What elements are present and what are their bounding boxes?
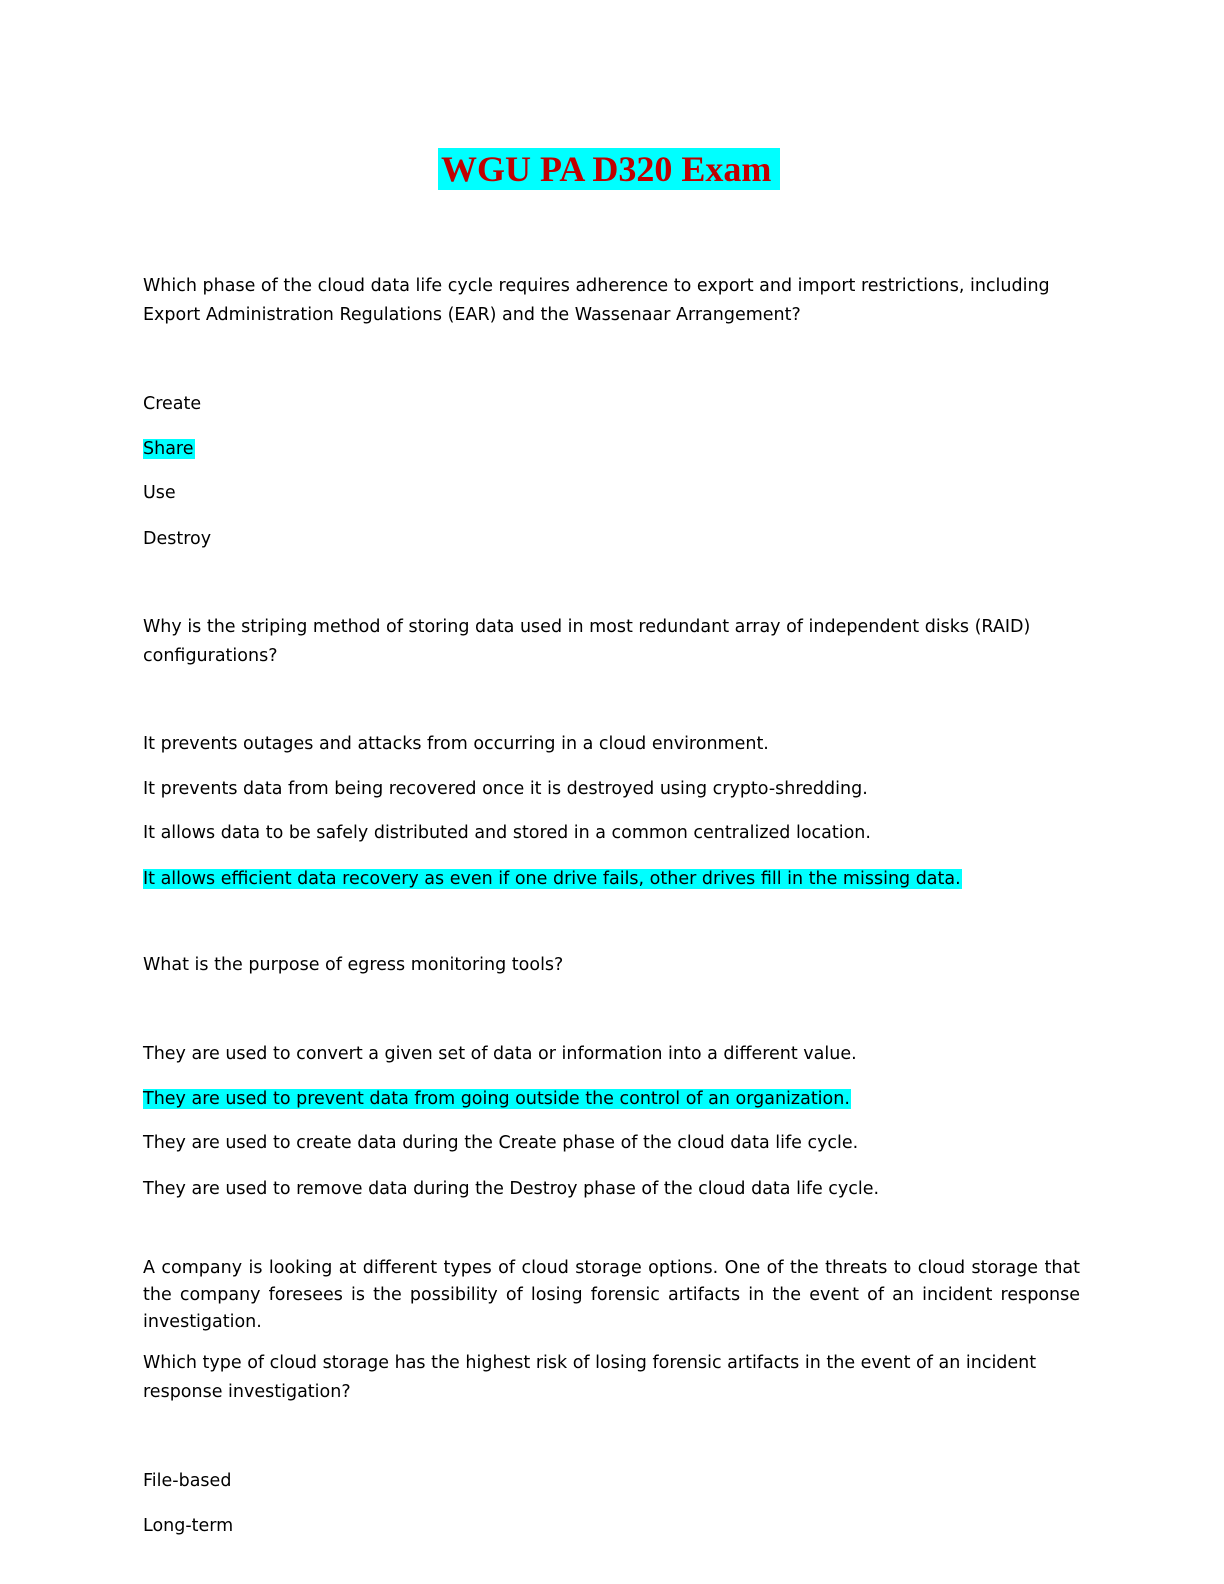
question-2-line-2: configurations? xyxy=(143,646,278,666)
question-4-line-1: Which type of cloud storage has the highest risk of losing forensic artifacts in the event of an incident xyxy=(143,1353,1037,1373)
question-1-option-b-highlighted: Share xyxy=(143,439,194,459)
question-3-option-d: They are used to remove data during the Destroy phase of the cloud data life cycle. xyxy=(143,1179,880,1199)
question-3-option-b-highlighted: They are used to prevent data from going outside the control of an organization. xyxy=(143,1089,850,1109)
question-3-option-a: They are used to convert a given set of data or information into a different value. xyxy=(143,1044,857,1064)
page-title: WGU PA D320 Exam xyxy=(438,148,780,190)
question-2-option-c: It allows data to be safely distributed and stored in a common centralized location. xyxy=(143,823,871,843)
question-1-line-2: Export Administration Regulations (EAR) and the Wassenaar Arrangement? xyxy=(143,305,801,325)
question-2-option-a: It prevents outages and attacks from occurring in a cloud environment. xyxy=(143,734,769,754)
question-4-option-b: Long-term xyxy=(143,1516,234,1536)
question-3-option-c: They are used to create data during the Create phase of the cloud data life cycle. xyxy=(143,1133,859,1153)
question-4-scenario-line-3: investigation. xyxy=(143,1312,262,1332)
question-4-scenario-line-1: A company is looking at different types of cloud storage options. One of the threats to cloud storage that xyxy=(143,1258,1080,1278)
question-1-option-c: Use xyxy=(143,483,176,503)
question-1-option-a: Create xyxy=(143,394,202,414)
question-4-option-a: File-based xyxy=(143,1471,232,1491)
question-4-line-2: response investigation? xyxy=(143,1382,351,1402)
question-1-line-1: Which phase of the cloud data life cycle requires adherence to export and import restrictions, including xyxy=(143,276,1050,296)
question-3-line-1: What is the purpose of egress monitoring tools? xyxy=(143,955,564,975)
question-2-line-1: Why is the striping method of storing data used in most redundant array of independent disks (RAID) xyxy=(143,617,1031,637)
question-2-option-b: It prevents data from being recovered once it is destroyed using crypto-shredding. xyxy=(143,779,868,799)
question-1-option-d: Destroy xyxy=(143,529,212,549)
question-2-option-d-highlighted: It allows efficient data recovery as even if one drive fails, other drives fill in the missing data. xyxy=(143,869,961,889)
question-4-scenario-line-2: the company foresees is the possibility of losing forensic artifacts in the event of an incident response xyxy=(143,1285,1080,1305)
